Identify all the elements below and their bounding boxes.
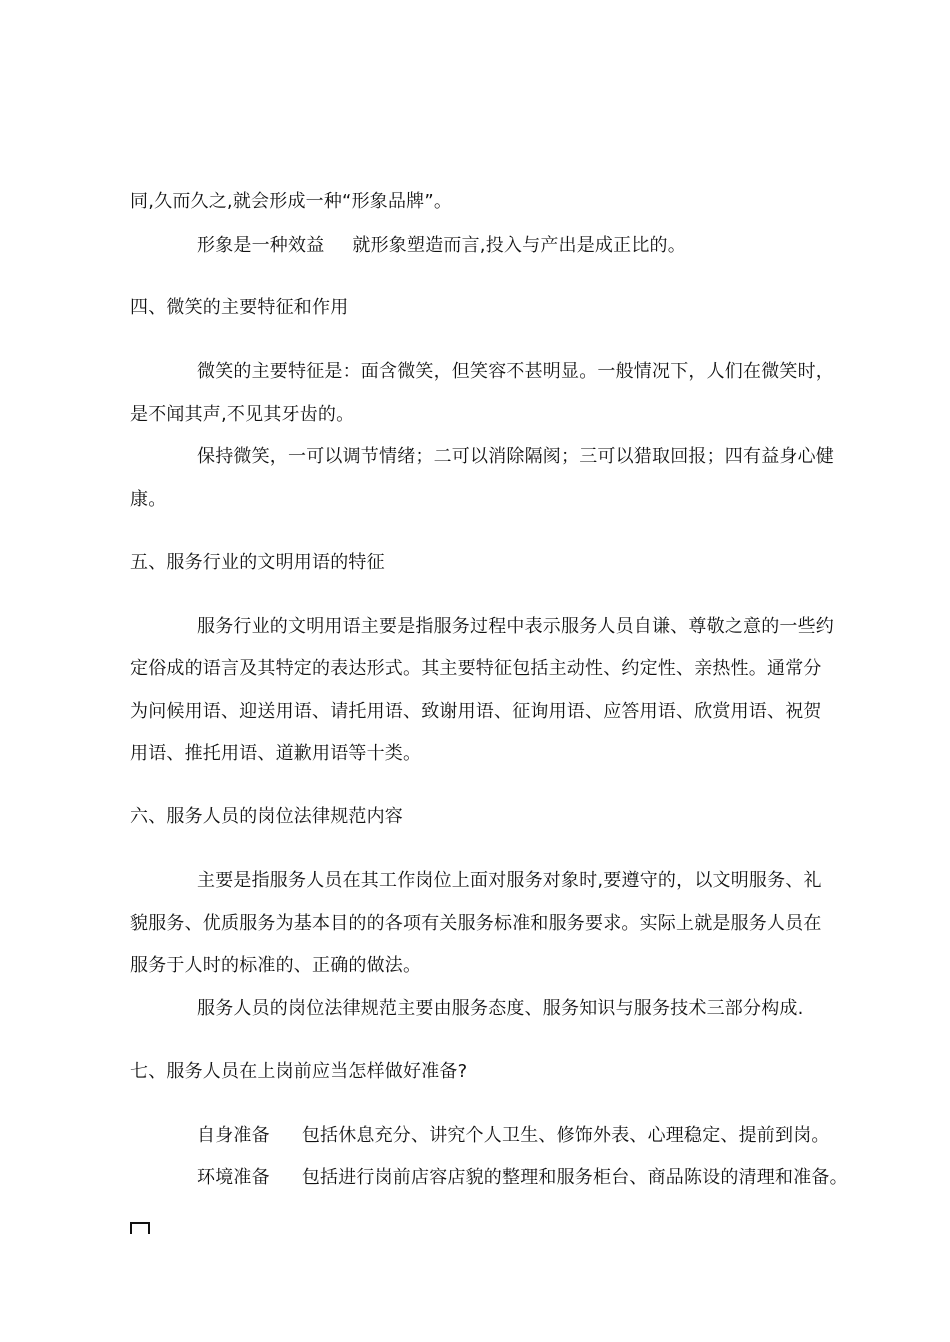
section6-paragraph2: 服务人员的岗位法律规范主要由服务态度、服务知识与服务技术三部分构成. [197,998,804,1019]
truncated-glyph-mark [130,1222,150,1234]
continued-line: 同,久而久之,就会形成一种“形象品牌”。 [130,191,453,212]
section4-paragraph2-line1: 保持微笑，一可以调节情绪；二可以消除隔阂；三可以猎取回报；四有益身心健 [197,446,834,467]
section5-line2: 定俗成的语言及其特定的表达形式。其主要特征包括主动性、约定性、亲热性。通常分 [130,658,822,679]
section-heading-4: 四、微笑的主要特征和作用 [130,297,349,318]
benefit-term: 形象是一种效益 [197,235,325,256]
prep-item-environment [197,1166,848,1190]
section-heading-6: 六、服务人员的岗位法律规范内容 [130,806,403,827]
prep-item-environment-term: 环境准备 [197,1167,270,1188]
benefit-desc: 就形象塑造而言,投入与产出是成正比的。 [352,235,686,256]
prep-item-self-term: 自身准备 [197,1125,270,1146]
section5-line4: 用语、推托用语、道歉用语等十类。 [130,743,422,764]
section5-line1: 服务行业的文明用语主要是指服务过程中表示服务人员自谦、尊敬之意的一些约 [197,616,834,637]
prep-item-self-desc: 包括休息充分、讲究个人卫生、修饰外表、心理稳定、提前到岗。 [301,1125,830,1146]
section6-paragraph1-line1: 主要是指服务人员在其工作岗位上面对服务对象时,要遵守的，以文明服务、礼 [197,870,822,891]
prep-item-environment-desc: 包括进行岗前店容店貌的整理和服务柜台、商品陈设的清理和准备。 [301,1167,848,1188]
section4-paragraph2-line2: 康。 [130,489,167,510]
section-heading-7: 七、服务人员在上岗前应当怎样做好准备? [130,1061,468,1082]
prep-item-self [197,1124,830,1148]
section6-paragraph1-line2: 貌服务、优质服务为基本目的的各项有关服务标准和服务要求。实际上就是服务人员在 [130,913,822,934]
section4-paragraph1-line1: 微笑的主要特征是：面含微笑，但笑容不甚明显。一般情况下，人们在微笑时， [197,361,834,382]
section6-paragraph1-line3: 服务于人时的标准的、正确的做法。 [130,955,422,976]
section-heading-5: 五、服务行业的文明用语的特征 [130,552,385,573]
benefit-line [197,234,686,258]
section4-paragraph1-line2: 是不闻其声,不见其牙齿的。 [130,404,355,425]
section5-line3: 为问候用语、迎送用语、请托用语、致谢用语、征询用语、应答用语、欣赏用语、祝贺 [130,701,822,722]
